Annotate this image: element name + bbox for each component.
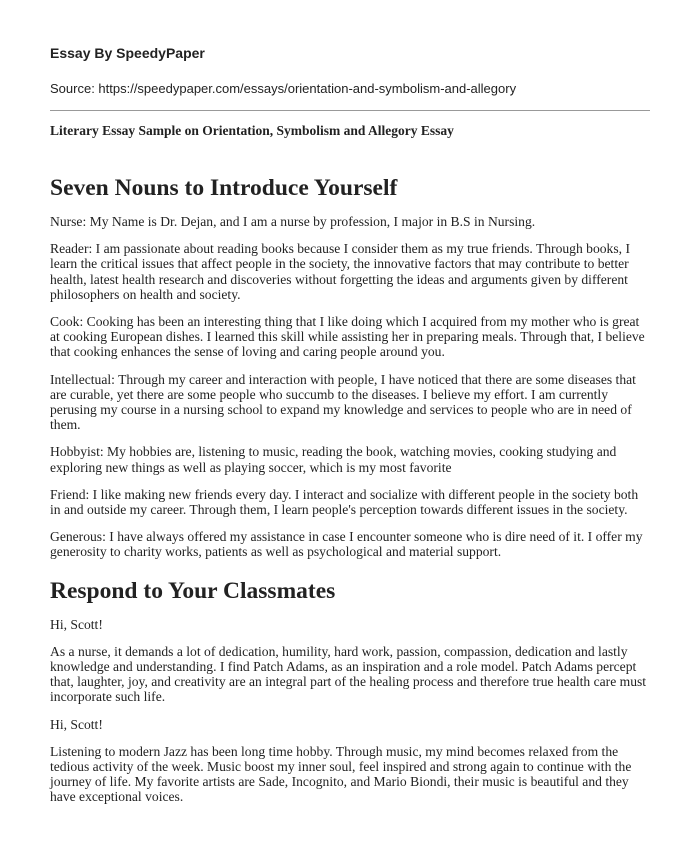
section-heading-seven-nouns: Seven Nouns to Introduce Yourself: [50, 175, 398, 201]
paragraph-intellectual: Intellectual: Through my career and interaction with people, I have noticed that there are some diseases that are curable, yet there are some people who succumb to the diseases. I believe my effort. I am currently perusing my course in a nursing school to expand my knowledge and services to people who are in need of them.: [50, 371, 636, 433]
divider: [50, 110, 650, 111]
paragraph-cook: Cook: Cooking has been an interesting thing that I like doing which I acquired from my mother who is great at cooking European dishes. I learned this skill while assisting her in preparing meals. Through that, I believe that cooking enhances the sense of loving and caring people around you.: [50, 314, 645, 360]
paragraph-response-2: Listening to modern Jazz has been long time hobby. Through music, my mind becomes relaxed from the tedious activity of the week. Music boost my inner soul, feel inspired and strong again to continue with the journey of life. My favorite artists are Sade, Incognito, and Mario Biondi, their music is beautiful and they have exceptional voices.: [50, 743, 632, 805]
paragraph-response-1: As a nurse, it demands a lot of dedication, humility, hard work, passion, compassion, dedication and lastly knowledge and understanding. I find Patch Adams, as an inspiration and a role model. Patch Adams percept that, laughter, joy, and creativity are an integral part of the healing process and therefore true health care must incorporate such life.: [50, 643, 647, 705]
paragraph-reader: Reader: I am passionate about reading books because I consider them as my true friends. Through books, I learn the critical issues that affect people in the society, the innovative factors that may contribute to better health, latest health research and discoveries without forgetting the ideas and arguments given by different philosophers on health and society.: [50, 241, 630, 302]
source-line: Source: https://speedypaper.com/essays/orientation-and-symbolism-and-allegory: [50, 81, 517, 96]
essay-page: [50, 44, 650, 805]
paragraph-friend: Friend: I like making new friends every day. I interact and socialize with different people in the society both in and outside my career. Through them, I learn people's perception towards different issues in the society.: [50, 486, 639, 518]
section-heading-respond: Respond to Your Classmates: [50, 577, 336, 604]
paragraph-nurse: Nurse: My Name is Dr. Dejan, and I am a nurse by profession, I major in B.S in Nursing.: [50, 214, 536, 229]
paragraph-greeting-1: Hi, Scott!: [50, 616, 103, 632]
paragraph-greeting-2: Hi, Scott!: [50, 716, 103, 732]
paragraph-generous: Generous: I have always offered my assistance in case I encounter someone who is dire need of it. I offer my generosity to charity works, patients as well as psychological and material support.: [50, 529, 643, 560]
paragraph-hobbyist: Hobbyist: My hobbies are, listening to music, reading the book, watching movies, cooking studying and exploring new things as well as playing soccer, which is my most favorite: [50, 444, 617, 475]
essay-title: Literary Essay Sample on Orientation, Symbolism and Allegory Essay: [50, 123, 454, 138]
brand-title: Essay By SpeedyPaper: [50, 45, 205, 61]
